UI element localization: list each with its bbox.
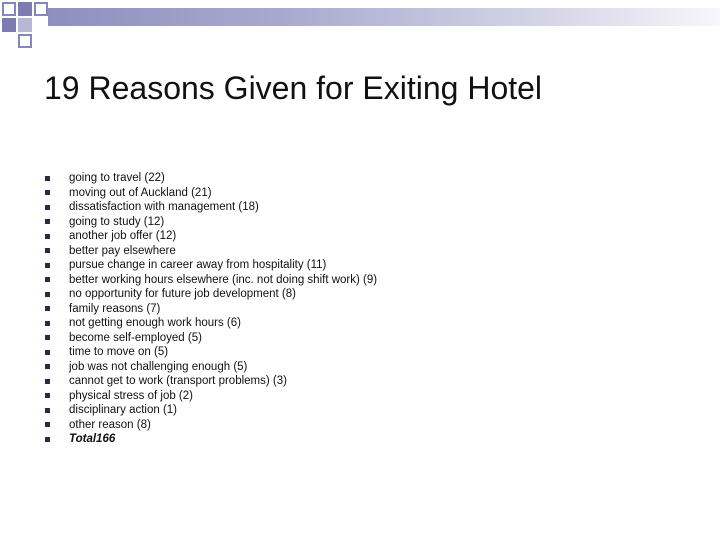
reason-text: no opportunity for future job development (8) bbox=[69, 288, 296, 301]
square-bullet-icon bbox=[45, 234, 50, 239]
list-item bbox=[40, 360, 377, 375]
slide-title: 19 Reasons Given for Exiting Hotel bbox=[44, 70, 543, 106]
square-bullet-icon bbox=[45, 263, 50, 268]
square-bullet-icon bbox=[45, 190, 50, 195]
list-item bbox=[40, 229, 377, 244]
reason-text: cannot get to work (transport problems) (3) bbox=[69, 375, 287, 388]
reason-text: going to study (12) bbox=[69, 215, 165, 228]
reason-text: disciplinary action (1) bbox=[69, 404, 178, 417]
reason-text: other reason (8) bbox=[69, 418, 151, 431]
list-item bbox=[40, 171, 377, 186]
square-bullet-icon bbox=[45, 205, 50, 210]
reason-text: family reasons (7) bbox=[69, 302, 161, 315]
list-item bbox=[40, 418, 377, 433]
decorative-square-icon bbox=[2, 2, 16, 16]
reason-text: moving out of Auckland (21) bbox=[69, 186, 212, 199]
decorative-square-icon bbox=[18, 18, 32, 32]
reason-text: physical stress of job (2) bbox=[69, 389, 193, 402]
list-item bbox=[40, 403, 377, 418]
header-gradient-bar bbox=[48, 8, 720, 26]
decorative-square-icon bbox=[18, 34, 32, 48]
list-item bbox=[40, 244, 377, 259]
reason-text: pursue change in career away from hospitality (11) bbox=[69, 259, 327, 272]
reason-text: job was not challenging enough (5) bbox=[69, 360, 248, 373]
square-bullet-icon bbox=[45, 176, 50, 181]
square-bullet-icon bbox=[45, 248, 50, 253]
square-bullet-icon bbox=[45, 350, 50, 355]
reason-text: better pay elsewhere bbox=[69, 244, 176, 257]
reason-text: another job offer (12) bbox=[69, 230, 177, 243]
reason-text: dissatisfaction with management (18) bbox=[69, 201, 259, 214]
square-bullet-icon bbox=[45, 422, 50, 427]
header-decoration bbox=[0, 0, 720, 48]
list-item bbox=[40, 287, 377, 302]
reason-text: time to move on (5) bbox=[69, 346, 169, 359]
square-bullet-icon bbox=[45, 393, 50, 398]
square-bullet-icon bbox=[45, 335, 50, 340]
decorative-square-icon bbox=[2, 18, 16, 32]
list-item bbox=[40, 374, 377, 389]
decorative-square-icon bbox=[34, 2, 48, 16]
list-item bbox=[40, 258, 377, 273]
reason-text: better working hours elsewhere (inc. not doing shift work) (9) bbox=[69, 273, 378, 286]
square-bullet-icon bbox=[45, 292, 50, 297]
reason-text: going to travel (22) bbox=[69, 172, 165, 185]
decorative-square-icon bbox=[18, 2, 32, 16]
square-bullet-icon bbox=[45, 408, 50, 413]
list-item bbox=[40, 273, 377, 288]
total-text: Total166 bbox=[69, 433, 116, 446]
square-bullet-icon bbox=[45, 219, 50, 224]
list-item bbox=[40, 302, 377, 317]
list-item bbox=[40, 200, 377, 215]
list-item bbox=[40, 331, 377, 346]
list-item bbox=[40, 345, 377, 360]
list-item-total bbox=[40, 432, 377, 447]
reason-text: become self-employed (5) bbox=[69, 331, 202, 344]
list-item bbox=[40, 389, 377, 404]
square-bullet-icon bbox=[45, 277, 50, 282]
square-bullet-icon bbox=[45, 364, 50, 369]
list-item bbox=[40, 215, 377, 230]
square-bullet-icon bbox=[45, 321, 50, 326]
square-bullet-icon bbox=[45, 306, 50, 311]
square-bullet-icon bbox=[45, 437, 50, 442]
reason-text: not getting enough work hours (6) bbox=[69, 317, 241, 330]
list-item bbox=[40, 186, 377, 201]
list-item bbox=[40, 316, 377, 331]
square-bullet-icon bbox=[45, 379, 50, 384]
reasons-list bbox=[40, 171, 377, 447]
